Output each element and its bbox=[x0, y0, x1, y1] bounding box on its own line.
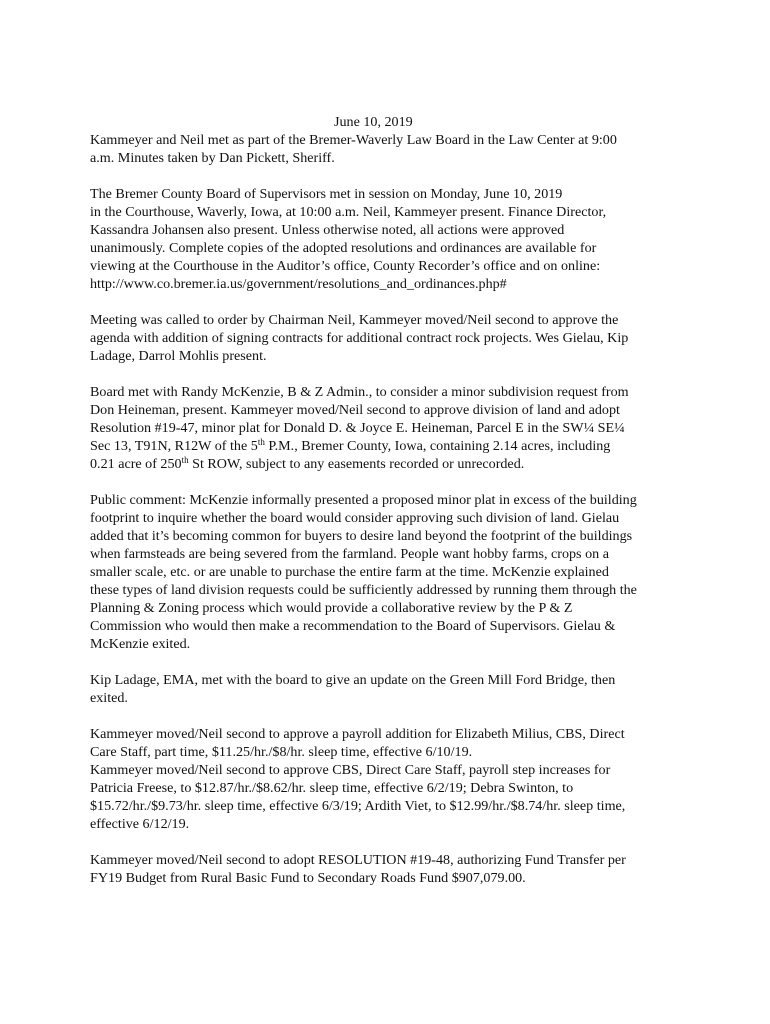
text-segment: P.M., Bremer County, Iowa, containing 2.14 acres, including bbox=[264, 438, 611, 454]
paragraph bbox=[90, 725, 690, 833]
text-segment: 0.21 acre of 250 bbox=[90, 456, 182, 472]
text-line: Public comment: McKenzie informally presented a proposed minor plat in excess of the building bbox=[90, 492, 637, 508]
text-line: when farmsteads are being severed from the farmland. People want hobby farms, crops on a bbox=[90, 546, 609, 562]
text-line: McKenzie exited. bbox=[90, 636, 191, 652]
paragraph bbox=[90, 383, 690, 473]
paragraph bbox=[90, 131, 690, 167]
paragraph bbox=[90, 491, 690, 653]
text-line: a.m. Minutes taken by Dan Pickett, Sheriff. bbox=[90, 150, 335, 166]
text-line: FY19 Budget from Rural Basic Fund to Secondary Roads Fund $907,079.00. bbox=[90, 870, 526, 886]
text-line: smaller scale, etc. or are unable to purchase the entire farm at the time. McKenzie explained bbox=[90, 564, 609, 580]
text-line bbox=[90, 455, 690, 473]
superscript: th bbox=[257, 437, 265, 447]
text-line: Kammeyer moved/Neil second to approve CBS, Direct Care Staff, payroll step increases for bbox=[90, 762, 611, 778]
text-line: Don Heineman, present. Kammeyer moved/Neil second to approve division of land and adopt bbox=[90, 402, 620, 418]
text-line: footprint to inquire whether the board would consider approving such division of land. Gielau bbox=[90, 510, 620, 526]
text-line: Care Staff, part time, $11.25/hr./$8/hr. sleep time, effective 6/10/19. bbox=[90, 744, 473, 760]
text-line: Kip Ladage, EMA, met with the board to give an update on the Green Mill Ford Bridge, then bbox=[90, 672, 616, 688]
text-line: effective 6/12/19. bbox=[90, 816, 190, 832]
text-line: Commission who would then make a recommendation to the Board of Supervisors. Gielau & bbox=[90, 618, 616, 634]
text-line bbox=[90, 437, 690, 455]
text-line: Planning & Zoning process which would provide a collaborative review by the P & Z bbox=[90, 600, 573, 616]
paragraph bbox=[90, 311, 690, 365]
text-line: $15.72/hr./$9.73/hr. sleep time, effective 6/3/19; Ardith Viet, to $12.99/hr./$8.74/hr. sleep time, bbox=[90, 798, 626, 814]
paragraph bbox=[90, 185, 690, 293]
text-line: viewing at the Courthouse in the Auditor’s office, County Recorder’s office and on online: bbox=[90, 258, 601, 274]
text-line: Kammeyer moved/Neil second to approve a payroll addition for Elizabeth Milius, CBS, Direct bbox=[90, 726, 625, 742]
text-segment: Sec 13, T91N, R12W of the 5 bbox=[90, 438, 258, 454]
text-line: exited. bbox=[90, 690, 128, 706]
text-line: Resolution #19-47, minor plat for Donald D. & Joyce E. Heineman, Parcel E in the SW¼ SE¼ bbox=[90, 420, 625, 436]
text-line: in the Courthouse, Waverly, Iowa, at 10:00 a.m. Neil, Kammeyer present. Finance Director, bbox=[90, 204, 607, 220]
text-line: Kassandra Johansen also present. Unless otherwise noted, all actions were approved bbox=[90, 222, 565, 238]
paragraphs-container bbox=[90, 131, 690, 887]
text-line: Ladage, Darrol Mohlis present. bbox=[90, 348, 267, 364]
text-line: agenda with addition of signing contracts for additional contract rock projects. Wes Gielau, Kip bbox=[90, 330, 629, 346]
meeting-date: June 10, 2019 bbox=[334, 114, 413, 130]
text-line: Patricia Freese, to $12.87/hr./$8.62/hr. sleep time, effective 6/2/19; Debra Swinton, to bbox=[90, 780, 574, 796]
text-line: added that it’s becoming common for buyers to desire land beyond the footprint of the buildings bbox=[90, 528, 633, 544]
text-segment: St ROW, subject to any easements recorded or unrecorded. bbox=[188, 456, 525, 472]
text-line: Meeting was called to order by Chairman Neil, Kammeyer moved/Neil second to approve the bbox=[90, 312, 619, 328]
paragraph bbox=[90, 671, 690, 707]
text-line: Kammeyer and Neil met as part of the Bremer-Waverly Law Board in the Law Center at 9:00 bbox=[90, 132, 617, 148]
superscript: th bbox=[181, 455, 189, 465]
text-line: Board met with Randy McKenzie, B & Z Admin., to consider a minor subdivision request from bbox=[90, 384, 629, 400]
text-line: these types of land division requests could be sufficiently addressed by running them through the bbox=[90, 582, 637, 598]
text-line: Kammeyer moved/Neil second to adopt RESOLUTION #19-48, authorizing Fund Transfer per bbox=[90, 852, 626, 868]
minutes-body bbox=[90, 113, 690, 905]
text-line: http://www.co.bremer.ia.us/government/resolutions_and_ordinances.php# bbox=[90, 276, 507, 292]
text-line: The Bremer County Board of Supervisors met in session on Monday, June 10, 2019 bbox=[90, 186, 563, 202]
text-line: unanimously. Complete copies of the adopted resolutions and ordinances are available for bbox=[90, 240, 597, 256]
paragraph bbox=[90, 851, 690, 887]
